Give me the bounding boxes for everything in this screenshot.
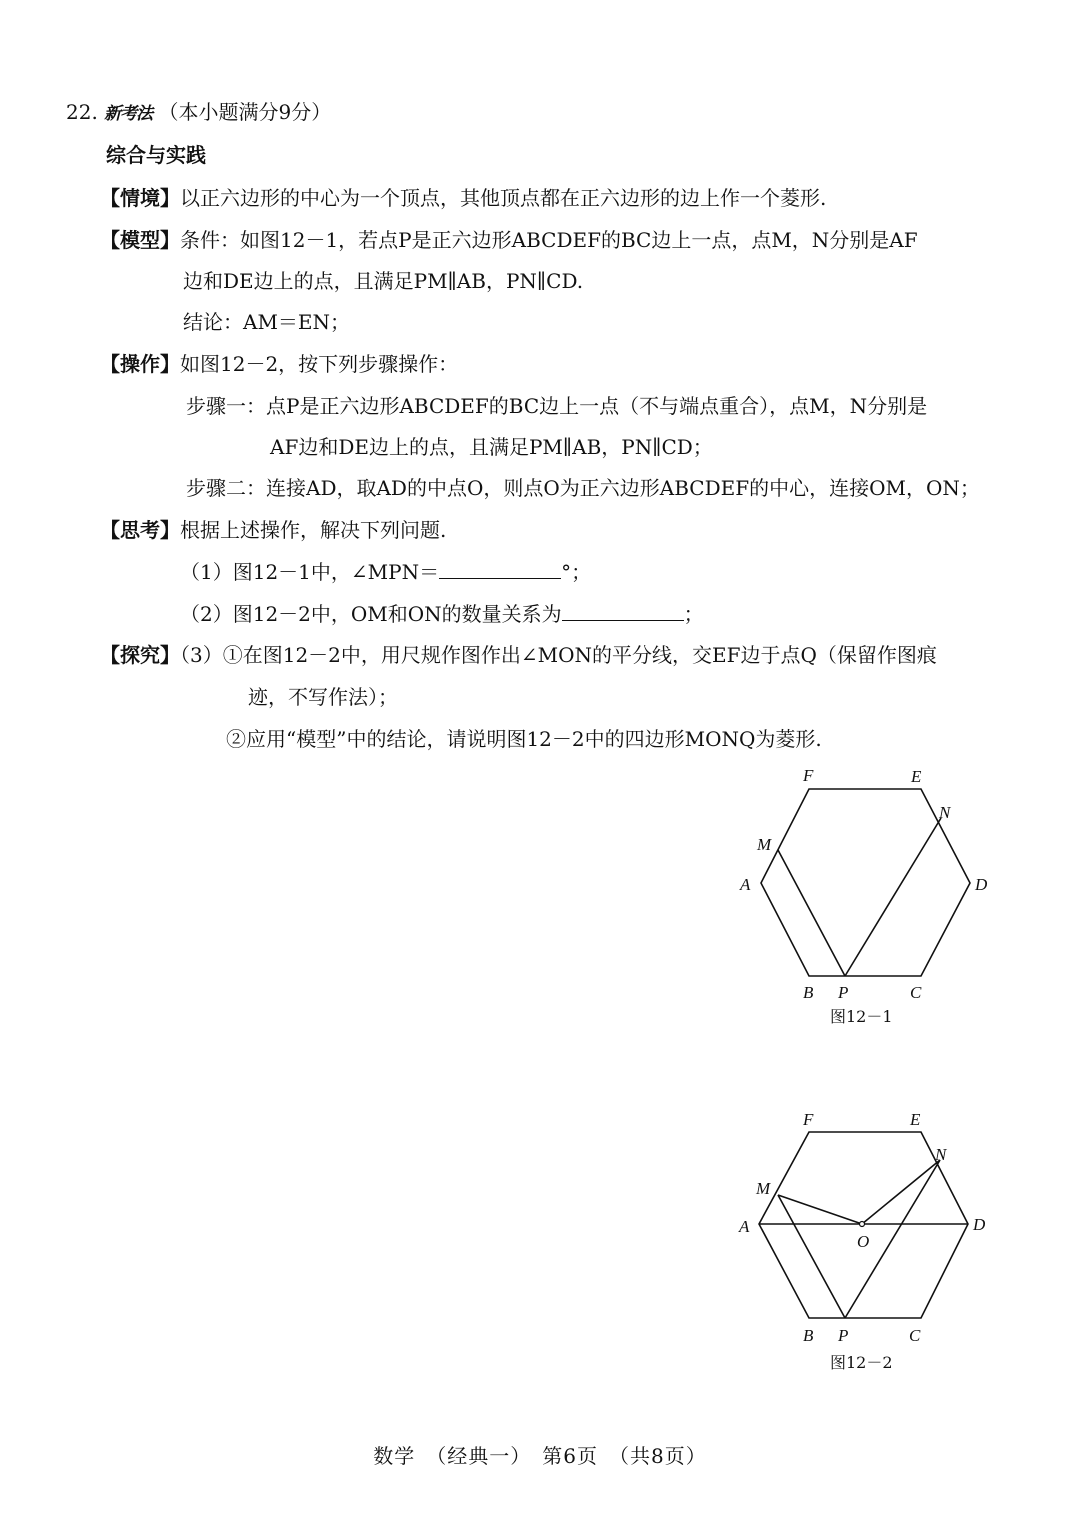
step2-line: 步骤二：连接AD，取AD的中点O，则点O为正六边形ABCDEF的中心，连接OM，ON；	[186, 476, 980, 500]
segment-pm	[778, 850, 845, 976]
situation-line	[100, 184, 826, 212]
q3-line-1: （3）①在图12－2中，用尺规作图作出∠MON的平分线，交EF边于点Q（保留作图痕	[180, 643, 937, 667]
label-b: B	[803, 1326, 814, 1345]
q2-suffix: ；	[683, 602, 704, 626]
label-m: M	[756, 1179, 771, 1198]
q2-answer-blank[interactable]	[562, 600, 684, 621]
question-2	[180, 600, 704, 628]
model-text-2: 边和DE边上的点，且满足PM∥AB，PN∥CD.	[183, 269, 584, 293]
label-d: D	[973, 1215, 986, 1234]
q2-prefix: （2）图12－2中，OM和ON的数量关系为	[180, 602, 562, 626]
page-footer: 数学 （经典一） 第6页 （共8页）	[373, 1444, 707, 1468]
label-c: C	[909, 1326, 921, 1345]
q1-prefix: （1）图12－1中，∠MPN＝	[180, 560, 440, 584]
question-1	[180, 558, 591, 586]
new-exam-badge: 新考法	[104, 104, 153, 124]
figure-12-2-caption: 图12－2	[830, 1353, 893, 1372]
segment-pn	[845, 818, 941, 976]
q3-line-3: ②应用“模型”中的结论，请说明图12－2中的四边形MONQ为菱形.	[226, 727, 822, 751]
label-p: P	[838, 983, 849, 1002]
label-n: N	[935, 1145, 947, 1164]
operation-tag: 【操作】	[100, 352, 180, 376]
situation-text: 以正六边形的中心为一个顶点，其他顶点都在正六边形的边上作一个菱形.	[180, 186, 827, 210]
label-f: F	[803, 766, 814, 785]
model-text-1: 条件：如图12－1，若点P是正六边形ABCDEF的BC边上一点，点M，N分别是AF	[180, 228, 918, 252]
label-b: B	[803, 983, 814, 1002]
label-o: O	[857, 1232, 870, 1251]
thinking-line	[100, 516, 446, 544]
figure-12-2	[720, 1100, 1020, 1390]
thinking-tag: 【思考】	[100, 518, 180, 542]
q1-suffix: °；	[561, 560, 592, 584]
q1-answer-blank[interactable]	[439, 558, 561, 579]
section-title: 综合与实践	[106, 143, 206, 167]
point-o	[860, 1222, 865, 1227]
segment-on	[862, 1160, 940, 1224]
question-number: 22.	[66, 100, 98, 124]
explore-tag: 【探究】	[100, 643, 180, 667]
situation-tag: 【情境】	[100, 186, 180, 210]
q3-line-2: 迹，不写作法）；	[248, 685, 398, 709]
thinking-intro: 根据上述操作，解决下列问题.	[180, 518, 447, 542]
model-conclusion: 结论：AM＝EN；	[183, 310, 351, 334]
label-a: A	[739, 1217, 750, 1236]
model-tag: 【模型】	[100, 228, 180, 252]
step1-line-2: AF边和DE边上的点，且满足PM∥AB，PN∥CD；	[270, 435, 713, 459]
question-header	[66, 98, 331, 128]
figure-12-1-caption: 图12－1	[830, 1007, 893, 1026]
operation-line	[100, 350, 458, 378]
explore-line	[100, 641, 937, 669]
label-d: D	[975, 875, 988, 894]
label-p: P	[838, 1326, 849, 1345]
figure-12-1	[720, 760, 1020, 1040]
label-m: M	[757, 835, 772, 854]
label-n: N	[939, 803, 951, 822]
operation-intro: 如图12－2，按下列步骤操作：	[180, 352, 459, 376]
label-a: A	[740, 875, 751, 894]
step1-line-1: 步骤一：点P是正六边形ABCDEF的BC边上一点（不与端点重合），点M，N分别是	[186, 394, 928, 418]
label-e: E	[911, 767, 922, 786]
label-e: E	[910, 1110, 921, 1129]
model-line-1	[100, 226, 918, 254]
score-note: （本小题满分9分）	[158, 100, 332, 124]
label-c: C	[910, 983, 922, 1002]
segment-pm	[778, 1195, 845, 1318]
label-f: F	[803, 1110, 814, 1129]
